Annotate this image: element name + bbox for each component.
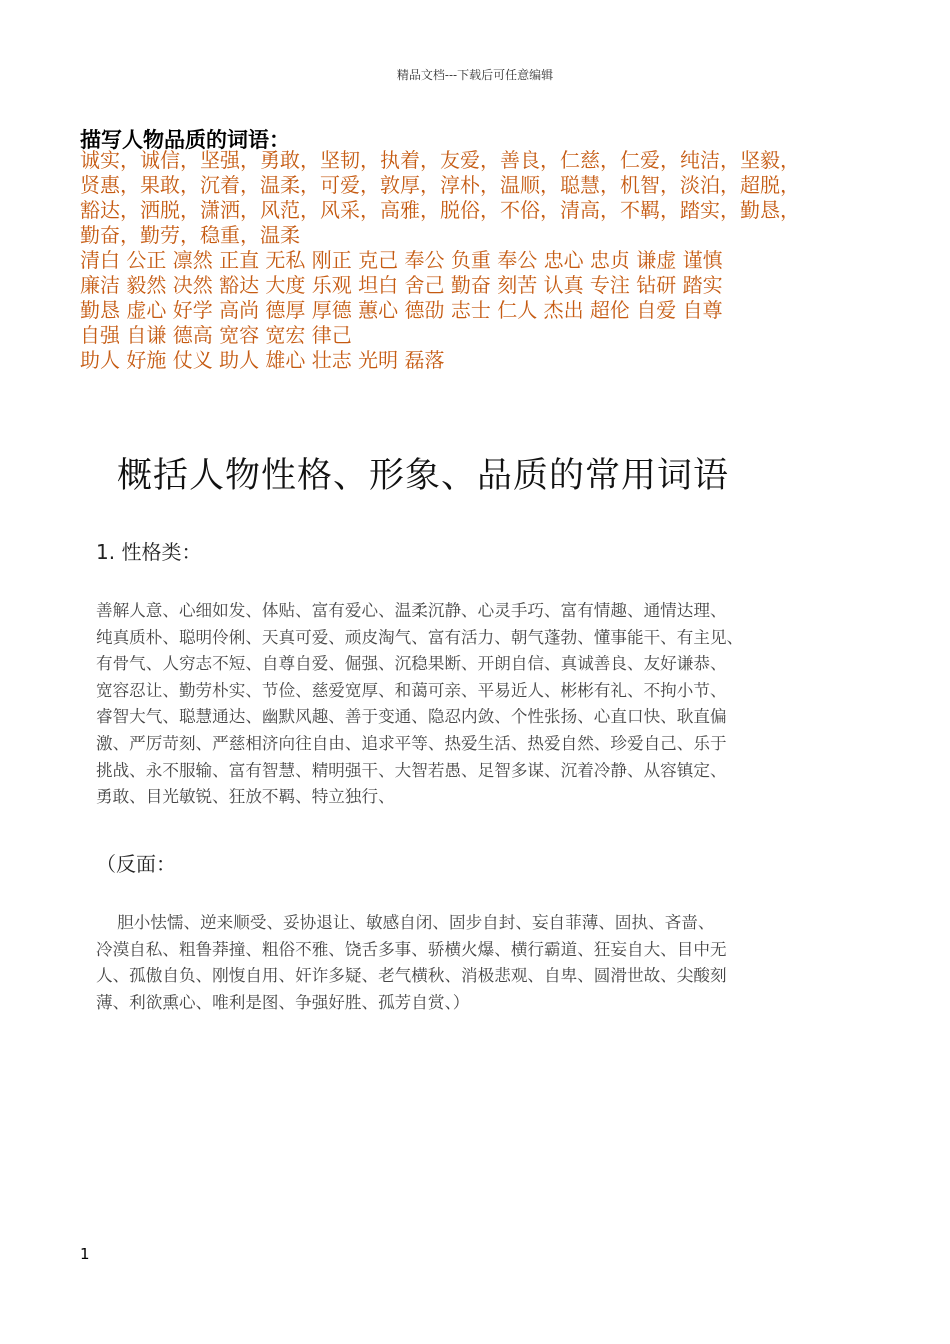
paragraph-line: 善解人意、心细如发、体贴、富有爱心、温柔沉静、心灵手巧、富有情趣、通情达理、 — [96, 601, 727, 620]
personality-heading: 1. 性格类： — [96, 540, 202, 564]
quality-words-line: 勤奋，勤劳，稳重，温柔 — [80, 223, 300, 247]
personality-paragraph — [96, 598, 816, 811]
quality-words-line: 助人 好施 仗义 助人 雄心 壮志 光明 磊落 — [80, 348, 445, 372]
paragraph-line: 冷漠自私、粗鲁莽撞、粗俗不雅、饶舌多事、骄横火爆、横行霸道、狂妄自大、目中无 — [96, 939, 727, 959]
paragraph-line: 胆小怯懦、逆来顺受、妥协退让、敏感自闭、固步自封、妄自菲薄、固执、吝啬、 — [96, 913, 715, 932]
section-heading-quality-words: 描写人物品质的词语： — [80, 128, 290, 152]
paragraph-line: 薄、利欲熏心、唯利是图、争强好胜、孤芳自赏、） — [96, 992, 470, 1012]
page-number: 1 — [80, 1245, 90, 1263]
paragraph-line: 宽容忍让、勤劳朴实、节俭、慈爱宽厚、和蔼可亲、平易近人、彬彬有礼、不拘小节、 — [96, 680, 727, 700]
quality-words-line: 诚实，诚信，坚强，勇敢，坚韧，执着，友爱，善良，仁慈，仁爱，纯洁，坚毅， — [80, 148, 800, 172]
paragraph-line: 睿智大气、聪慧通达、幽默风趣、善于变通、隐忍内敛、个性张扬、心直口快、耿直偏 — [96, 707, 727, 727]
quality-words-block — [80, 148, 880, 373]
negative-traits-paragraph — [96, 910, 816, 1016]
quality-words-line: 自强 自谦 德高 宽容 宽宏 律己 — [80, 323, 352, 347]
main-title: 概括人物性格、形象、品质的常用词语 — [117, 456, 730, 496]
negative-traits-heading: （反面： — [96, 852, 176, 876]
paragraph-line: 有骨气、人穷志不短、自尊自爱、倔强、沉稳果断、开朗自信、真诚善良、友好谦恭、 — [96, 654, 727, 674]
quality-words-line: 清白 公正 凛然 正直 无私 刚正 克己 奉公 负重 奉公 忠心 忠贞 谦虚 谨慎 — [80, 248, 723, 272]
header-note: 精品文档---下载后可任意编辑 — [396, 68, 554, 82]
paragraph-line: 人、孤傲自负、刚愎自用、奸诈多疑、老气横秋、消极悲观、自卑、圆滑世故、尖酸刻 — [96, 966, 727, 986]
quality-words-line: 廉洁 毅然 决然 豁达 大度 乐观 坦白 舍己 勤奋 刻苦 认真 专注 钻研 踏实 — [80, 273, 723, 297]
paragraph-line: 纯真质朴、聪明伶俐、天真可爱、顽皮淘气、富有活力、朝气蓬勃、懂事能干、有主见、 — [96, 627, 744, 647]
quality-words-line: 贤惠，果敢，沉着，温柔，可爱，敦厚，淳朴，温顺，聪慧，机智，淡泊，超脱， — [80, 173, 800, 197]
paragraph-line: 激、严厉苛刻、严慈相济向往自由、追求平等、热爱生活、热爱自然、珍爱自己、乐于 — [96, 733, 727, 753]
quality-words-line: 豁达，洒脱，潇洒，风范，风采，高雅，脱俗，不俗，清高，不羁，踏实，勤恳， — [80, 198, 800, 222]
quality-words-line: 勤恳 虚心 好学 高尚 德厚 厚德 蕙心 德劭 志士 仁人 杰出 超伦 自爱 自尊 — [80, 298, 723, 322]
paragraph-line: 挑战、永不服输、富有智慧、精明强干、大智若愚、足智多谋、沉着冷静、从容镇定、 — [96, 760, 727, 780]
paragraph-line: 勇敢、目光敏锐、狂放不羁、特立独行、 — [96, 787, 395, 807]
